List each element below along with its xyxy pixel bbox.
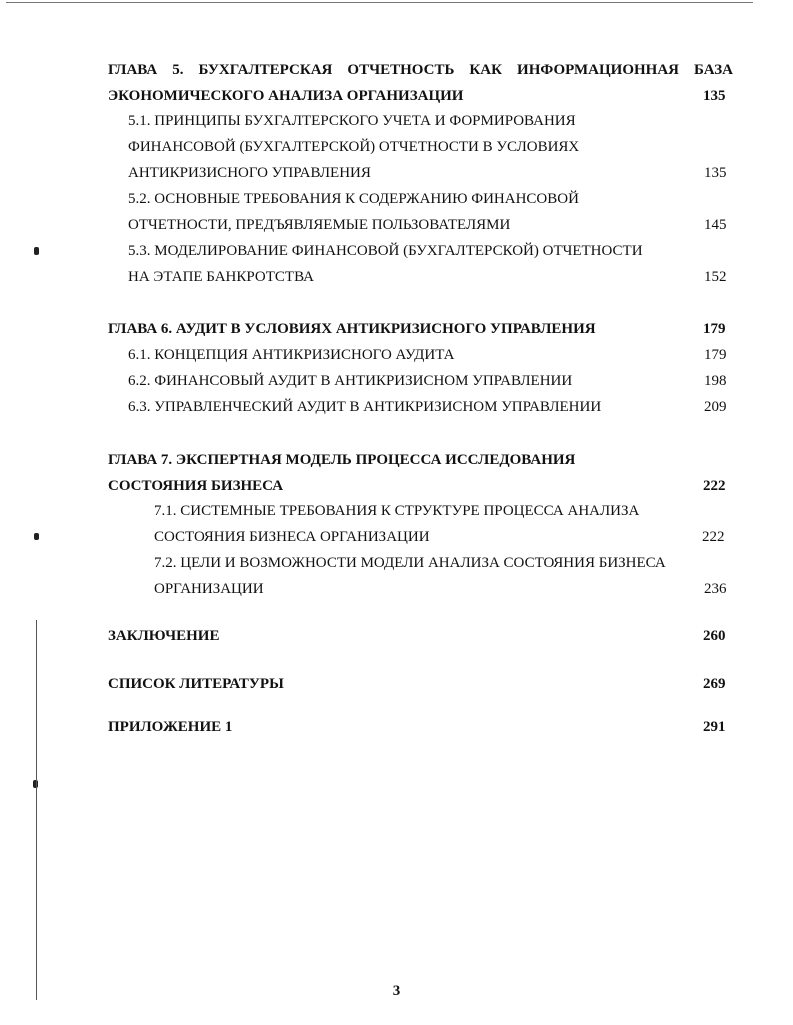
bibliography-title: СПИСОК ЛИТЕРАТУРЫ bbox=[108, 676, 284, 692]
word: БУХГАЛТЕРСКАЯ bbox=[198, 62, 333, 78]
chapter-5-title-line1 bbox=[108, 61, 733, 79]
chapter-6-page: 179 bbox=[703, 321, 726, 337]
section-7-1-page: 222 bbox=[702, 529, 725, 545]
scan-margin-line bbox=[36, 620, 37, 1000]
appendix-title: ПРИЛОЖЕНИЕ 1 bbox=[108, 719, 233, 735]
conclusion-title: ЗАКЛЮЧЕНИЕ bbox=[108, 628, 220, 644]
section-7-2-line1: 7.2. ЦЕЛИ И ВОЗМОЖНОСТИ МОДЕЛИ АНАЛИЗА СОСТОЯНИЯ БИЗНЕСА bbox=[154, 555, 666, 571]
appendix-page: 291 bbox=[703, 719, 726, 735]
section-5-3-line2: НА ЭТАПЕ БАНКРОТСТВА bbox=[128, 269, 314, 285]
chapter-7-title-line1: ГЛАВА 7. ЭКСПЕРТНАЯ МОДЕЛЬ ПРОЦЕССА ИССЛЕДОВАНИЯ bbox=[108, 452, 576, 468]
section-5-3-page: 152 bbox=[704, 269, 727, 285]
section-7-1-line1: 7.1. СИСТЕМНЫЕ ТРЕБОВАНИЯ К СТРУКТУРЕ ПРОЦЕССА АНАЛИЗА bbox=[154, 503, 640, 519]
word: ГЛАВА bbox=[108, 62, 158, 78]
section-5-1-line2: ФИНАНСОВОЙ (БУХГАЛТЕРСКОЙ) ОТЧЕТНОСТИ В УСЛОВИЯХ bbox=[128, 139, 580, 155]
section-5-1-page: 135 bbox=[704, 165, 727, 181]
section-6-3: 6.3. УПРАВЛЕНЧЕСКИЙ АУДИТ В АНТИКРИЗИСНОМ УПРАВЛЕНИИ bbox=[128, 399, 602, 415]
section-7-2-line2: ОРГАНИЗАЦИИ bbox=[154, 581, 264, 597]
section-6-1: 6.1. КОНЦЕПЦИЯ АНТИКРИЗИСНОГО АУДИТА bbox=[128, 347, 455, 363]
chapter-5-page: 135 bbox=[703, 88, 726, 104]
scan-margin-mark bbox=[34, 247, 39, 255]
section-5-2-line1: 5.2. ОСНОВНЫЕ ТРЕБОВАНИЯ К СОДЕРЖАНИЮ ФИНАНСОВОЙ bbox=[128, 191, 579, 207]
scan-margin-mark bbox=[34, 533, 39, 540]
word: ОТЧЕТНОСТЬ bbox=[347, 62, 455, 78]
word: БАЗА bbox=[694, 62, 733, 78]
section-5-3-line1: 5.3. МОДЕЛИРОВАНИЕ ФИНАНСОВОЙ (БУХГАЛТЕРСКОЙ) ОТЧЕТНОСТИ bbox=[128, 243, 643, 259]
chapter-7-page: 222 bbox=[703, 478, 726, 494]
section-7-2-page: 236 bbox=[704, 581, 727, 597]
chapter-7-title-line2: СОСТОЯНИЯ БИЗНЕСА bbox=[108, 478, 284, 494]
section-5-1-line3: АНТИКРИЗИСНОГО УПРАВЛЕНИЯ bbox=[128, 165, 371, 181]
chapter-6-title: ГЛАВА 6. АУДИТ В УСЛОВИЯХ АНТИКРИЗИСНОГО УПРАВЛЕНИЯ bbox=[108, 321, 596, 337]
conclusion-page: 260 bbox=[703, 628, 726, 644]
scan-top-rule bbox=[6, 2, 753, 3]
section-6-2: 6.2. ФИНАНСОВЫЙ АУДИТ В АНТИКРИЗИСНОМ УПРАВЛЕНИИ bbox=[128, 373, 573, 389]
word: КАК bbox=[469, 62, 503, 78]
chapter-5-title-line2: ЭКОНОМИЧЕСКОГО АНАЛИЗА ОРГАНИЗАЦИИ bbox=[108, 88, 464, 104]
section-5-2-page: 145 bbox=[704, 217, 727, 233]
word: ИНФОРМАЦИОННАЯ bbox=[517, 62, 679, 78]
section-6-1-page: 179 bbox=[704, 347, 727, 363]
section-7-1-line2: СОСТОЯНИЯ БИЗНЕСА ОРГАНИЗАЦИИ bbox=[154, 529, 430, 545]
section-5-1-line1: 5.1. ПРИНЦИПЫ БУХГАЛТЕРСКОГО УЧЕТА И ФОРМИРОВАНИЯ bbox=[128, 113, 576, 129]
section-6-3-page: 209 bbox=[704, 399, 727, 415]
section-5-2-line2: ОТЧЕТНОСТИ, ПРЕДЪЯВЛЯЕМЫЕ ПОЛЬЗОВАТЕЛЯМИ bbox=[128, 217, 511, 233]
section-6-2-page: 198 bbox=[704, 373, 727, 389]
word: 5. bbox=[172, 62, 184, 78]
page-number: 3 bbox=[392, 983, 401, 999]
bibliography-page: 269 bbox=[703, 676, 726, 692]
